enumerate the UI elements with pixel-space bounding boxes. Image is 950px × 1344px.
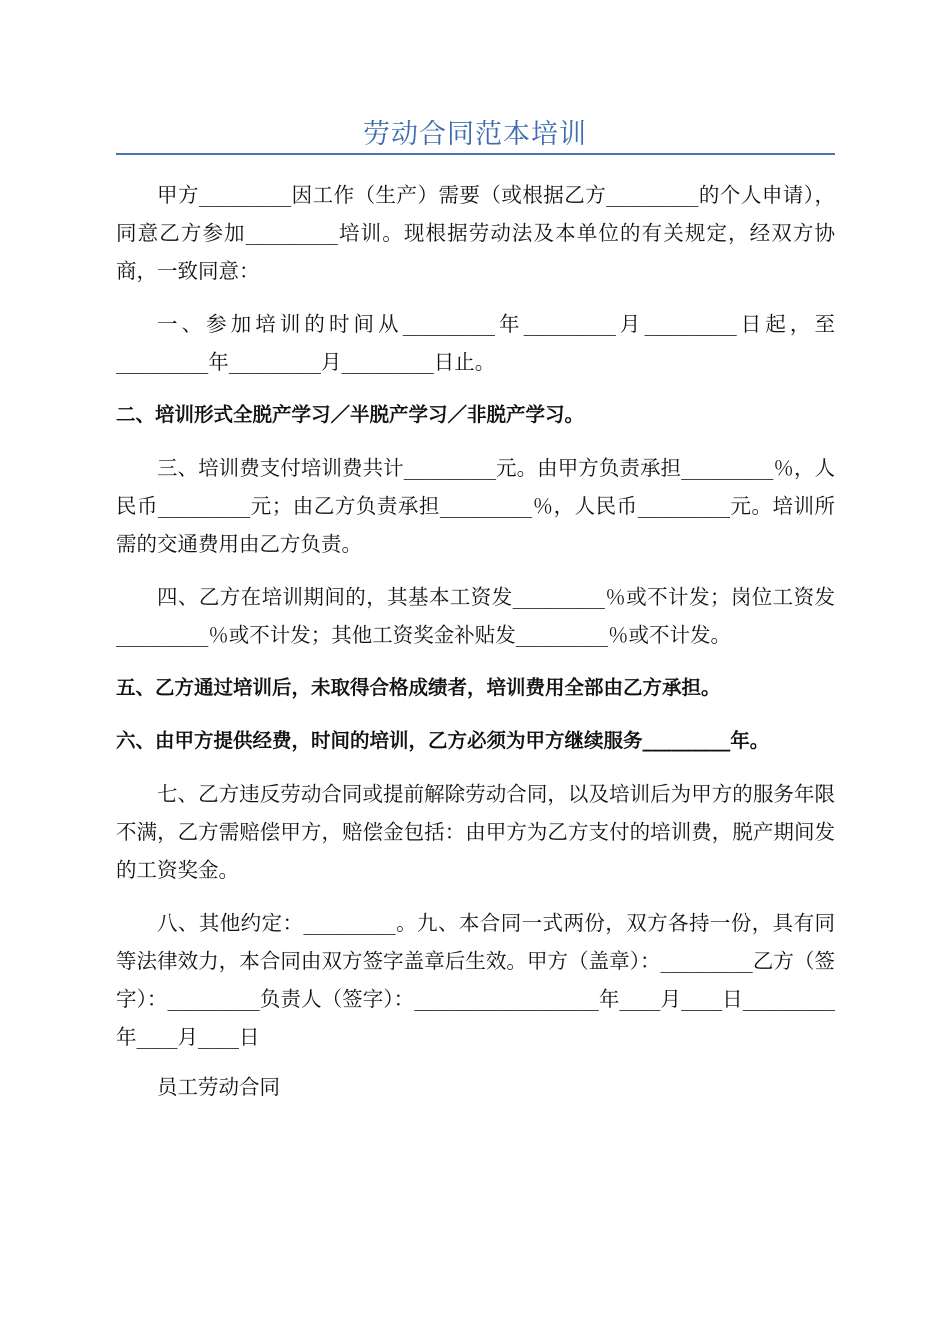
clause-3-training-fees: 三、培训费支付培训费共计_________元。由甲方负责承担_________％，人民币_________元；由乙方负责承担_________％，人民币_________元。培训所需的交通费用由乙方负责。 <box>116 456 835 556</box>
next-section-heading: 员工劳动合同 <box>157 1075 280 1099</box>
clause-2-training-form: 二、培训形式全脱产学习／半脱产学习／非脱产学习。 <box>116 403 585 426</box>
clause-7-compensation: 七、乙方违反劳动合同或提前解除劳动合同，以及培训后为甲方的服务年限不满，乙方需赔偿甲方，赔偿金包括：由甲方为乙方支付的培训费，脱产期间发的工资奖金。 <box>116 782 835 882</box>
clause-8-9-signatures: 八、其他约定：_________。九、本合同一式两份，双方各持一份，具有同等法律效力，本合同由双方签字盖章后生效。甲方（盖章）：_________乙方（签字）：_________负责人（签字）：__________________年____月____日_________年____月____日 <box>116 911 835 1049</box>
title-underline <box>116 153 835 155</box>
clause-6-service-period: 六、由甲方提供经费，时间的培训，乙方必须为甲方继续服务_________年。 <box>116 729 770 752</box>
clause-5-failed-training: 五、乙方通过培训后，未取得合格成绩者，培训费用全部由乙方承担。 <box>116 676 721 699</box>
document-title: 劳动合同范本培训 <box>363 119 587 150</box>
document-body <box>116 176 835 1121</box>
intro-paragraph: 甲方_________因工作（生产）需要（或根据乙方_________的个人申请），同意乙方参加_________培训。现根据劳动法及本单位的有关规定，经双方协商，一致同意： <box>116 183 835 283</box>
clause-4-wages: 四、乙方在培训期间的，其基本工资发_________％或不计发；岗位工资发_________％或不计发；其他工资奖金补贴发_________％或不计发。 <box>116 585 835 647</box>
clause-1-training-period: 一、参加培训的时间从_________年_________月_________日起，至_________年_________月_________日止。 <box>116 312 835 374</box>
